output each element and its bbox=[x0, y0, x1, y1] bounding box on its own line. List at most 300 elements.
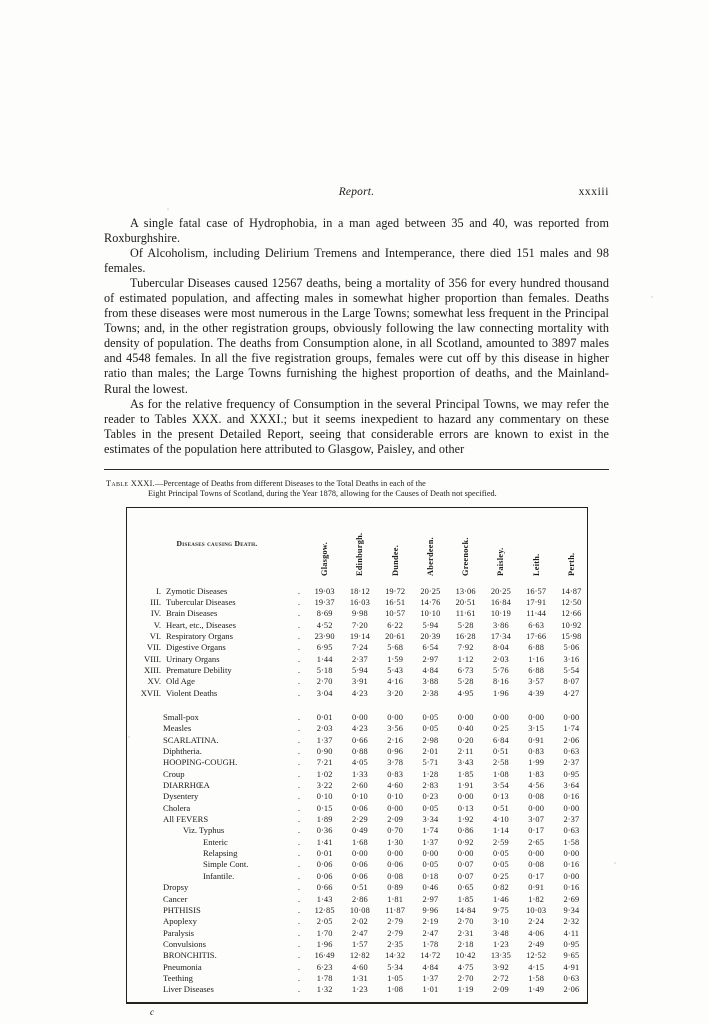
cell-value: 5·28 bbox=[457, 620, 474, 630]
cell-value: 19·14 bbox=[349, 631, 370, 641]
row-numeral: XIII. bbox=[144, 664, 161, 675]
cell-value: 0·06 bbox=[351, 803, 368, 813]
cell-value: 3·48 bbox=[492, 928, 509, 938]
row-label bbox=[127, 688, 307, 699]
cell-value: 1·33 bbox=[351, 769, 368, 779]
row-numeral: XV. bbox=[147, 676, 161, 687]
cell-value: 2·24 bbox=[528, 917, 544, 927]
table-caption-rest: Eight Principal Towns of Scotland, during the Year 1878, allowing for the Causes of Death not specified. bbox=[148, 489, 497, 499]
cell-value: 4·05 bbox=[351, 758, 368, 768]
table-row bbox=[127, 984, 589, 995]
table-row bbox=[127, 928, 589, 939]
row-disease-name: SCARLATINA. bbox=[163, 734, 219, 745]
cell-value: 0·16 bbox=[563, 860, 580, 870]
cell-value: 2·70 bbox=[457, 917, 474, 927]
cell-value: 6·95 bbox=[316, 643, 333, 653]
cell-value: 0·00 bbox=[351, 713, 368, 722]
cell-value: 0·00 bbox=[457, 713, 474, 722]
cell-value: 1·37 bbox=[316, 735, 333, 745]
table-row bbox=[127, 688, 589, 699]
leader-dot: . bbox=[297, 904, 300, 915]
cell-value: 4·56 bbox=[528, 781, 544, 791]
cell-value: 1·85 bbox=[457, 894, 474, 904]
column-header-paisley: Paisley. bbox=[496, 547, 506, 576]
cell-value: 5·54 bbox=[563, 665, 580, 675]
leader-dot: . bbox=[297, 630, 300, 641]
row-label bbox=[127, 871, 307, 882]
row-disease-name: Cancer bbox=[163, 893, 188, 904]
cell-value: 1·28 bbox=[422, 769, 439, 779]
row-label bbox=[127, 962, 307, 973]
cell-value: 20·39 bbox=[420, 631, 441, 641]
cell-value: 2·70 bbox=[457, 973, 474, 983]
cell-value: 18·12 bbox=[349, 586, 370, 596]
table-row bbox=[127, 780, 589, 791]
leader-dot: . bbox=[297, 950, 300, 961]
table-row bbox=[127, 665, 589, 676]
row-disease-name: Respiratory Organs bbox=[166, 630, 233, 641]
leader-dot: . bbox=[297, 780, 300, 791]
row-label bbox=[127, 791, 307, 802]
cell-value: 0·91 bbox=[528, 883, 544, 893]
cell-value: 4·84 bbox=[422, 665, 439, 675]
row-disease-name: Urinary Organs bbox=[166, 653, 220, 664]
row-numeral: VII. bbox=[146, 642, 161, 653]
cell-value: 1·46 bbox=[492, 894, 509, 904]
cell-value: 3·04 bbox=[316, 688, 333, 698]
cell-value: 23·90 bbox=[314, 631, 335, 641]
cell-value: 0·63 bbox=[563, 826, 580, 836]
cell-value: 2·83 bbox=[422, 781, 439, 791]
cell-value: 9·34 bbox=[563, 905, 580, 915]
cell-value: 20·51 bbox=[455, 597, 476, 607]
cell-value: 0·00 bbox=[528, 849, 544, 859]
table-row bbox=[127, 882, 589, 893]
scan-speck bbox=[651, 296, 653, 298]
cell-value: 5·28 bbox=[457, 677, 474, 687]
cell-value: 0·00 bbox=[528, 713, 544, 722]
cell-value: 1·30 bbox=[387, 837, 403, 847]
cell-value: 2·79 bbox=[387, 928, 403, 938]
row-label bbox=[127, 916, 307, 927]
row-numeral: VI. bbox=[149, 630, 161, 641]
cell-value: 2·09 bbox=[492, 985, 509, 995]
cell-value: 0·66 bbox=[351, 735, 368, 745]
cell-value: 0·00 bbox=[457, 849, 474, 859]
cell-value: 2·06 bbox=[563, 985, 580, 995]
table-row bbox=[127, 950, 589, 961]
cell-value: 0·05 bbox=[422, 713, 439, 722]
cell-value: 0·96 bbox=[387, 747, 403, 757]
leader-dot: . bbox=[297, 802, 300, 813]
cell-value: 1·37 bbox=[422, 837, 439, 847]
table-bottom-rule bbox=[126, 1003, 588, 1004]
cell-value: 16·84 bbox=[490, 597, 511, 607]
cell-value: 1·85 bbox=[457, 769, 474, 779]
cell-value: 0·17 bbox=[528, 826, 544, 836]
running-head-title: Report. bbox=[338, 186, 375, 198]
paragraph: Tubercular Diseases caused 12567 deaths, being a mortality of 356 for every hundred thousand of estimated population, and affecting males in somewhat higher proportion than females. Deaths from these diseases were most numerous in the Large Towns; somewhat less frequent in the Principal Towns; and, in the other registration groups, obviously following the law connecting mortality with density of population. The deaths from Consumption alone, in all Scotland, amounted to 3897 males and 4548 females. In all the five registration groups, females were cut off by this disease in higher ratio than males; the Large Towns furnishing the highest proportion of deaths, and the Mainland-Rural the lowest. bbox=[104, 276, 609, 396]
row-numeral: I. bbox=[155, 585, 161, 596]
spacer-cell bbox=[127, 996, 307, 1002]
cell-value: 0·00 bbox=[528, 803, 544, 813]
cell-value: 1·37 bbox=[422, 973, 439, 983]
cell-value: 1·92 bbox=[457, 815, 474, 825]
row-disease-name: Zymotic Diseases bbox=[166, 585, 228, 596]
row-numeral: IV. bbox=[150, 608, 161, 619]
cell-value: 0·18 bbox=[422, 871, 439, 881]
row-disease-name: Simple Cont. bbox=[203, 859, 249, 870]
leader-dot: . bbox=[297, 596, 300, 607]
cell-value: 0·05 bbox=[422, 860, 439, 870]
row-disease-name: All FEVERS bbox=[163, 814, 209, 825]
cell-value: 9·98 bbox=[351, 609, 368, 619]
spacer-cell bbox=[378, 996, 413, 1002]
leader-dot: . bbox=[297, 814, 300, 825]
cell-value: 8·69 bbox=[316, 609, 333, 619]
row-label bbox=[127, 712, 307, 723]
cell-value: 7·24 bbox=[351, 643, 368, 653]
cell-value: 4·11 bbox=[563, 928, 580, 938]
scan-speck bbox=[167, 208, 169, 210]
cell-value: 2·29 bbox=[351, 815, 368, 825]
cell-value: 1·08 bbox=[492, 769, 509, 779]
row-label bbox=[127, 859, 307, 870]
cell-value: 19·37 bbox=[314, 597, 335, 607]
leader-dot: . bbox=[297, 859, 300, 870]
cell-value: 0·70 bbox=[387, 826, 403, 836]
column-header-greenock: Greenock. bbox=[461, 536, 471, 576]
cell-value: 0·82 bbox=[492, 883, 509, 893]
cell-value: 4·84 bbox=[422, 962, 439, 972]
cell-value: 2·06 bbox=[563, 735, 580, 745]
cell-value: 0·86 bbox=[457, 826, 474, 836]
cell-value: 5·43 bbox=[387, 665, 403, 675]
cell-value: 3·22 bbox=[316, 781, 333, 791]
cell-value: 0·49 bbox=[351, 826, 368, 836]
cell-value: 20·61 bbox=[385, 631, 406, 641]
table-row bbox=[127, 837, 589, 848]
row-disease-name: Apoplexy bbox=[163, 916, 197, 927]
table-body-detail bbox=[127, 699, 589, 1002]
cell-value: 0·05 bbox=[492, 849, 509, 859]
table-row bbox=[127, 642, 589, 653]
row-disease-name: Croup bbox=[163, 768, 185, 779]
spacer-cell bbox=[413, 996, 448, 1002]
table-row bbox=[127, 814, 589, 825]
cell-value: 6·73 bbox=[457, 665, 474, 675]
cell-value: 0·05 bbox=[422, 803, 439, 813]
table-row bbox=[127, 859, 589, 870]
leader-dot: . bbox=[297, 791, 300, 802]
cell-value: 0·16 bbox=[563, 883, 580, 893]
cell-value: 4·06 bbox=[528, 928, 544, 938]
row-disease-name: Diphtheria. bbox=[163, 746, 202, 757]
table-caption-label: Table XXXI. bbox=[106, 478, 156, 488]
cell-value: 14·76 bbox=[420, 597, 441, 607]
leader-dot: . bbox=[297, 585, 300, 596]
table-row bbox=[127, 757, 589, 768]
cell-value: 3·15 bbox=[528, 724, 544, 734]
row-label bbox=[127, 620, 307, 631]
cell-value: 0·06 bbox=[351, 860, 368, 870]
scan-speck bbox=[128, 736, 130, 738]
leader-dot: . bbox=[297, 687, 300, 698]
cell-value: 1·14 bbox=[492, 826, 509, 836]
cell-value: 9·96 bbox=[422, 905, 439, 915]
table-row bbox=[127, 620, 589, 631]
cell-value: 15·98 bbox=[561, 631, 582, 641]
cell-value: 1·08 bbox=[387, 985, 403, 995]
cell-value: 0·66 bbox=[316, 883, 333, 893]
cell-value: 3·43 bbox=[457, 758, 474, 768]
cell-value: 3·92 bbox=[492, 962, 509, 972]
cell-value: 16·57 bbox=[526, 586, 547, 596]
cell-value: 0·05 bbox=[492, 860, 509, 870]
table-row bbox=[127, 735, 589, 746]
paragraph: A single fatal case of Hydrophobia, in a man aged between 35 and 40, was reported from Roxburghshire. bbox=[104, 216, 609, 246]
cell-value: 0·01 bbox=[316, 849, 333, 859]
cell-value: 4·15 bbox=[528, 962, 544, 972]
statistics-table bbox=[127, 508, 589, 1002]
column-header-edinburgh: Edinburgh. bbox=[355, 532, 365, 576]
table-row bbox=[127, 973, 589, 984]
cell-value: 5·94 bbox=[351, 665, 368, 675]
cell-value: 0·00 bbox=[492, 713, 509, 722]
page-content bbox=[104, 186, 609, 1017]
cell-value: 8·07 bbox=[563, 677, 580, 687]
column-header-diseases: Diseases causing Death. bbox=[176, 539, 258, 549]
cell-value: 0·07 bbox=[457, 871, 474, 881]
row-disease-name: Old Age bbox=[166, 676, 195, 687]
row-disease-name: Heart, etc., Diseases bbox=[166, 619, 236, 630]
cell-value: 1·02 bbox=[316, 769, 333, 779]
cell-value: 9·75 bbox=[492, 905, 509, 915]
cell-value: 8·04 bbox=[492, 643, 509, 653]
row-label bbox=[127, 780, 307, 791]
row-label bbox=[127, 769, 307, 780]
leader-dot: . bbox=[297, 757, 300, 768]
cell-value: 20·25 bbox=[490, 586, 511, 596]
cell-value: 0·06 bbox=[316, 860, 333, 870]
row-label bbox=[127, 665, 307, 676]
cell-value: 0·13 bbox=[457, 803, 474, 813]
cell-value: 0·20 bbox=[457, 735, 474, 745]
paragraph: Of Alcoholism, including Delirium Tremens and Intemperance, there died 151 males and 98 females. bbox=[104, 246, 609, 276]
cell-value: 2·60 bbox=[351, 781, 368, 791]
cell-value: 3·54 bbox=[492, 781, 509, 791]
cell-value: 1·43 bbox=[316, 894, 333, 904]
cell-value: 16·49 bbox=[314, 951, 335, 961]
cell-value: 5·94 bbox=[422, 620, 439, 630]
cell-value: 14·87 bbox=[561, 586, 582, 596]
table-caption bbox=[104, 479, 609, 500]
table-row bbox=[127, 654, 589, 665]
table-row bbox=[127, 791, 589, 802]
row-disease-name: BRONCHITIS. bbox=[163, 950, 217, 961]
cell-value: 2·98 bbox=[422, 735, 439, 745]
leader-dot: . bbox=[297, 746, 300, 757]
row-numeral: XVII. bbox=[140, 687, 161, 698]
cell-value: 4·23 bbox=[351, 688, 368, 698]
spacer-cell bbox=[127, 699, 307, 706]
cell-value: 1·19 bbox=[457, 985, 474, 995]
cell-value: 0·08 bbox=[528, 860, 544, 870]
cell-value: 3·16 bbox=[563, 654, 580, 664]
cell-value: 0·08 bbox=[528, 792, 544, 802]
row-disease-name: Viz. Typhus bbox=[183, 825, 225, 836]
cell-value: 1·05 bbox=[387, 973, 403, 983]
row-label bbox=[127, 928, 307, 939]
cell-value: 1·82 bbox=[528, 894, 544, 904]
cell-value: 0·92 bbox=[457, 837, 474, 847]
cell-value: 3·88 bbox=[422, 677, 439, 687]
cell-value: 0·00 bbox=[422, 849, 439, 859]
cell-value: 0·63 bbox=[563, 973, 580, 983]
cell-value: 1·78 bbox=[316, 973, 333, 983]
row-label bbox=[127, 642, 307, 653]
table-row bbox=[127, 608, 589, 619]
table-row bbox=[127, 905, 589, 916]
cell-value: 5·71 bbox=[422, 758, 439, 768]
row-label bbox=[127, 735, 307, 746]
table-header-row bbox=[127, 508, 589, 580]
leader-dot: . bbox=[297, 972, 300, 983]
spacer-cell bbox=[554, 699, 589, 706]
row-disease-name: Liver Diseases bbox=[163, 984, 214, 995]
cell-value: 0·36 bbox=[316, 826, 333, 836]
cell-value: 3·34 bbox=[422, 815, 439, 825]
cell-value: 2·09 bbox=[387, 815, 403, 825]
spacer-cell bbox=[483, 996, 518, 1002]
row-label bbox=[127, 746, 307, 757]
cell-value: 2·31 bbox=[457, 928, 474, 938]
cell-value: 2·47 bbox=[422, 928, 439, 938]
cell-value: 0·51 bbox=[492, 803, 509, 813]
cell-value: 1·99 bbox=[528, 758, 544, 768]
cell-value: 4·60 bbox=[387, 781, 403, 791]
table-row bbox=[127, 712, 589, 723]
cell-value: 2·69 bbox=[563, 894, 580, 904]
cell-value: 4·23 bbox=[351, 724, 368, 734]
cell-value: 0·83 bbox=[387, 769, 403, 779]
table-row bbox=[127, 871, 589, 882]
cell-value: 2·03 bbox=[316, 724, 333, 734]
cell-value: 4·39 bbox=[528, 688, 544, 698]
cell-value: 4·16 bbox=[387, 677, 403, 687]
signature-mark: c bbox=[150, 1006, 154, 1017]
row-disease-name: Measles bbox=[163, 723, 192, 734]
cell-value: 3·56 bbox=[387, 724, 403, 734]
leader-dot: . bbox=[297, 848, 300, 859]
cell-value: 0·46 bbox=[422, 883, 439, 893]
row-disease-name: Infantile. bbox=[203, 870, 235, 881]
cell-value: 2·65 bbox=[528, 837, 544, 847]
cell-value: 0·00 bbox=[563, 713, 580, 722]
body-text bbox=[104, 216, 609, 457]
cell-value: 11·87 bbox=[385, 905, 405, 915]
cell-value: 0·10 bbox=[316, 792, 333, 802]
table-caption-line1: —Percentage of Deaths from different Diseases to the Total Deaths in each of the bbox=[155, 478, 426, 488]
cell-value: 7·20 bbox=[351, 620, 368, 630]
cell-value: 1·49 bbox=[528, 985, 544, 995]
cell-value: 10·57 bbox=[385, 609, 406, 619]
cell-value: 0·25 bbox=[492, 724, 509, 734]
cell-value: 1·58 bbox=[563, 837, 580, 847]
row-disease-name: Teething bbox=[163, 972, 193, 983]
leader-dot: . bbox=[297, 664, 300, 675]
table-row bbox=[127, 939, 589, 950]
leader-dot: . bbox=[297, 984, 300, 995]
spacer-cell bbox=[307, 996, 342, 1002]
cell-value: 0·00 bbox=[563, 849, 580, 859]
row-disease-name: Cholera bbox=[163, 802, 191, 813]
row-numeral: VIII. bbox=[144, 653, 161, 664]
cell-value: 17·91 bbox=[526, 597, 547, 607]
table-body-primary bbox=[127, 580, 589, 699]
cell-value: 0·90 bbox=[316, 747, 333, 757]
row-disease-name: Pneumonia bbox=[163, 961, 202, 972]
cell-value: 14·84 bbox=[455, 905, 476, 915]
leader-dot: . bbox=[297, 608, 300, 619]
cell-value: 0·95 bbox=[563, 769, 580, 779]
cell-value: 2·19 bbox=[422, 917, 439, 927]
leader-dot: . bbox=[297, 882, 300, 893]
cell-value: 1·57 bbox=[351, 939, 368, 949]
cell-value: 11·61 bbox=[455, 609, 476, 619]
spacer-cell bbox=[483, 699, 518, 706]
cell-value: 0·00 bbox=[563, 871, 580, 881]
cell-value: 17·34 bbox=[490, 631, 511, 641]
cell-value: 6·63 bbox=[528, 620, 544, 630]
cell-value: 4·60 bbox=[351, 962, 368, 972]
cell-value: 19·72 bbox=[385, 586, 406, 596]
cell-value: 2·97 bbox=[422, 894, 439, 904]
cell-value: 2·38 bbox=[422, 688, 439, 698]
cell-value: 1·96 bbox=[316, 939, 333, 949]
cell-value: 10·08 bbox=[349, 905, 370, 915]
cell-value: 16·03 bbox=[349, 597, 370, 607]
cell-value: 2·97 bbox=[422, 654, 439, 664]
cell-value: 0·13 bbox=[492, 792, 509, 802]
cell-value: 2·70 bbox=[316, 677, 333, 687]
row-disease-name: Digestive Organs bbox=[166, 642, 226, 653]
leader-dot: . bbox=[297, 836, 300, 847]
row-disease-name: Tubercular Diseases bbox=[166, 596, 236, 607]
cell-value: 1·23 bbox=[351, 985, 368, 995]
spacer-cell bbox=[448, 699, 483, 706]
cell-value: 0·06 bbox=[387, 860, 403, 870]
leader-dot: . bbox=[297, 642, 300, 653]
spacer-cell bbox=[307, 699, 342, 706]
cell-value: 6·88 bbox=[528, 665, 544, 675]
cell-value: 3·10 bbox=[492, 917, 509, 927]
cell-value: 6·22 bbox=[387, 620, 403, 630]
scan-speck bbox=[614, 862, 616, 864]
row-label bbox=[127, 586, 307, 597]
cell-value: 0·00 bbox=[563, 803, 580, 813]
leader-dot: . bbox=[297, 723, 300, 734]
leader-dot: . bbox=[297, 653, 300, 664]
row-disease-name: Enteric bbox=[203, 836, 228, 847]
leader-dot: . bbox=[297, 870, 300, 881]
leader-dot: . bbox=[297, 893, 300, 904]
cell-value: 5·06 bbox=[563, 643, 580, 653]
column-header-glasgow: Glasgow. bbox=[320, 541, 330, 576]
row-label bbox=[127, 825, 307, 836]
row-label bbox=[127, 597, 307, 608]
cell-value: 0·07 bbox=[457, 860, 474, 870]
